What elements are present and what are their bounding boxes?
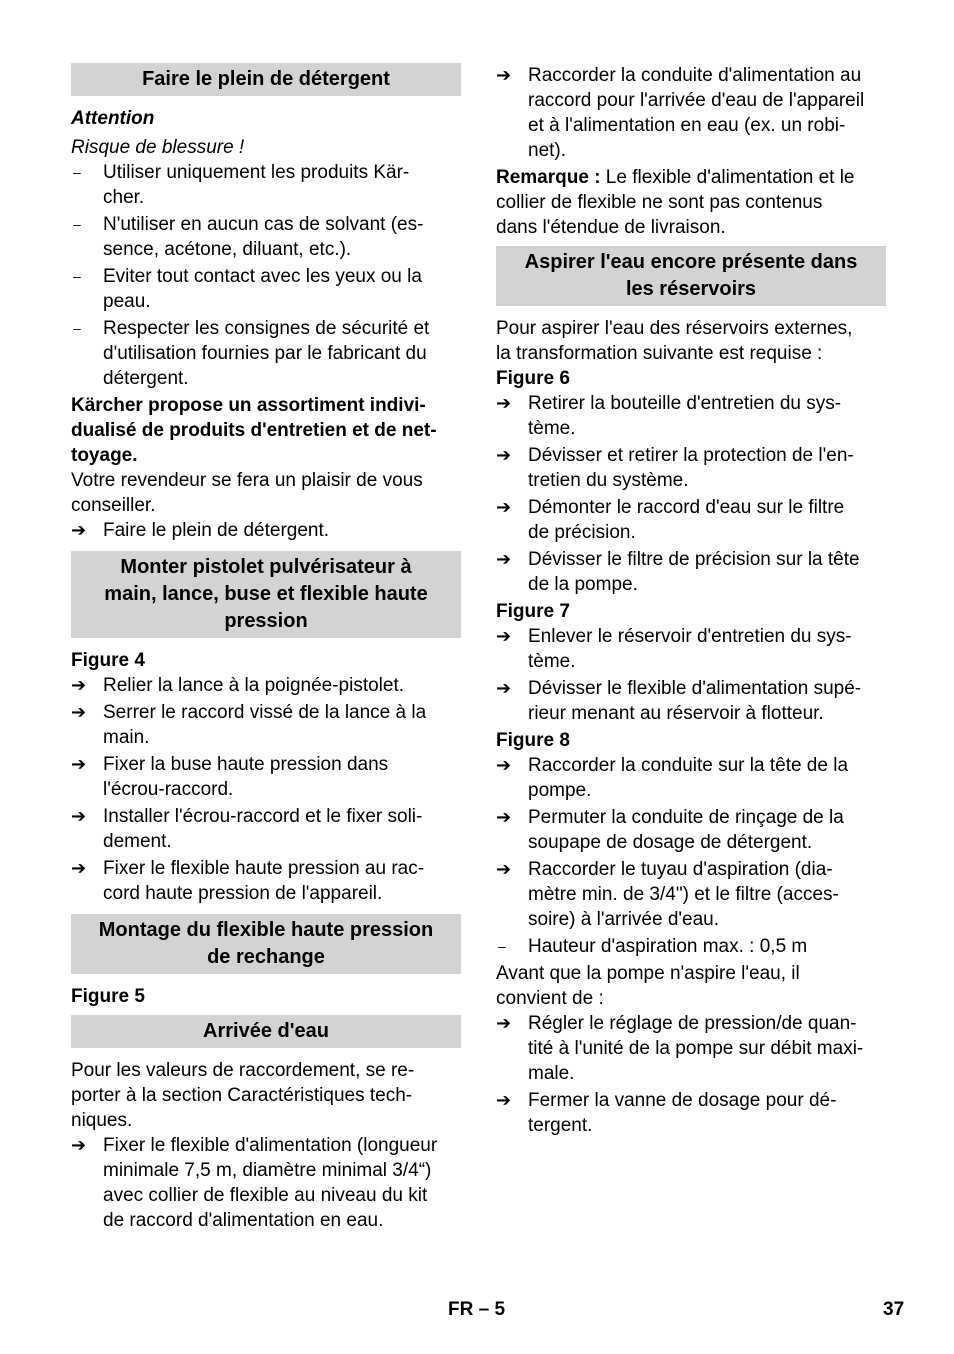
list-item: ➔ Démonter le raccord d'eau sur le filtre de précision. bbox=[496, 497, 845, 543]
arrow-right-icon: ➔ bbox=[496, 678, 512, 698]
karcher-note: Kärcher propose un assortiment indivi- dualisé de produits d'entretien et de net- toyage. bbox=[71, 395, 437, 466]
arrow-right-icon: ➔ bbox=[71, 702, 87, 722]
arrow-right-icon: ➔ bbox=[496, 807, 512, 827]
list-item: ➔ Faire le plein de détergent. bbox=[71, 520, 330, 541]
heading-water-supply: Arrivée d'eau bbox=[71, 1015, 461, 1048]
arrow-right-icon: ➔ bbox=[496, 393, 512, 413]
arrow-right-icon: ➔ bbox=[496, 445, 512, 465]
list-item: ➔ Raccorder le tuyau d'aspiration (dia- mètre min. de 3/4") et le filtre (acces- soire) à l'arrivée d'eau. bbox=[496, 859, 839, 930]
arrow-right-icon: ➔ bbox=[71, 675, 87, 695]
list-item: ➔ Installer l'écrou-raccord et le fixer soli- dement. bbox=[71, 806, 423, 852]
arrow-right-icon: ➔ bbox=[71, 754, 87, 774]
list-item: ➔ Permuter la conduite de rinçage de la soupape de dosage de détergent. bbox=[496, 807, 844, 853]
arrow-right-icon: ➔ bbox=[496, 549, 512, 569]
list-item: ➔ Raccorder la conduite d'alimentation au raccord pour l'arrivée d'eau de l'appareil et à l'alimentation en eau (ex. un robi- net). bbox=[496, 65, 865, 161]
arrow-right-icon: ➔ bbox=[71, 858, 87, 878]
right-column bbox=[496, 63, 886, 1140]
arrow-right-icon: ➔ bbox=[496, 755, 512, 775]
list-item: – Utiliser uniquement les produits Kär- cher. bbox=[73, 162, 410, 208]
risk-text: Risque de blessure ! bbox=[71, 137, 245, 158]
dash-icon: – bbox=[73, 320, 81, 336]
arrow-right-icon: ➔ bbox=[496, 626, 512, 646]
list-item: ➔ Retirer la bouteille d'entretien du sys- tème. bbox=[496, 393, 842, 439]
list-item: ➔ Dévisser le flexible d'alimentation supé- rieur menant au réservoir à flotteur. bbox=[496, 678, 862, 724]
list-item: ➔ Serrer le raccord vissé de la lance à la main. bbox=[71, 702, 427, 748]
heading-suction: Aspirer l'eau encore présente dans les réservoirs bbox=[496, 246, 886, 306]
list-item: ➔ Dévisser le filtre de précision sur la tête de la pompe. bbox=[496, 549, 860, 595]
list-item: ➔ Fermer la vanne de dosage pour dé- tergent. bbox=[496, 1090, 837, 1136]
figure-label: Figure 7 bbox=[496, 601, 570, 622]
arrow-right-icon: ➔ bbox=[496, 497, 512, 517]
remark-text: Le flexible d'alimentation et le collier de flexible ne sont pas contenus dans l'étendue de livraison. bbox=[496, 167, 855, 238]
figure-label: Figure 4 bbox=[71, 650, 145, 671]
arrow-right-icon: ➔ bbox=[496, 1090, 512, 1110]
list-item: ➔ Relier la lance à la poignée-pistolet. bbox=[71, 675, 405, 696]
list-item: ➔ Régler le réglage de pression/de quan- tité à l'unité de la pompe sur débit maxi- male. bbox=[496, 1013, 864, 1084]
list-item: – Respecter les consignes de sécurité et d'utilisation fournies par le fabricant du détergent. bbox=[73, 318, 430, 389]
arrow-right-icon: ➔ bbox=[496, 859, 512, 879]
before-text: Avant que la pompe n'aspire l'eau, il convient de : bbox=[496, 963, 800, 1009]
dash-icon: – bbox=[73, 268, 81, 284]
arrow-right-icon: ➔ bbox=[496, 65, 512, 85]
heading-assembly: Monter pistolet pulvérisateur à main, lance, buse et flexible haute pression bbox=[71, 551, 461, 638]
list-item: ➔ Raccorder la conduite sur la tête de la pompe. bbox=[496, 755, 849, 801]
page-number: 37 bbox=[883, 1299, 905, 1320]
footer-section: FR – 5 bbox=[448, 1299, 506, 1320]
list-item: ➔ Fixer le flexible d'alimentation (longueur minimale 7,5 m, diamètre minimal 3/4“) avec collier de flexible au niveau du kit de raccord d'alimentation en eau. bbox=[71, 1135, 438, 1231]
figure-label: Figure 8 bbox=[496, 730, 570, 751]
remark bbox=[496, 165, 886, 240]
arrow-right-icon: ➔ bbox=[496, 1013, 512, 1033]
connection-text: Pour les valeurs de raccordement, se re- porter à la section Caractéristiques tech- niques. bbox=[71, 1060, 415, 1131]
arrow-right-icon: ➔ bbox=[71, 520, 87, 540]
dash-icon: – bbox=[498, 938, 506, 954]
remark-label: Remarque : bbox=[496, 167, 601, 188]
list-item: – Eviter tout contact avec les yeux ou la peau. bbox=[73, 266, 422, 312]
list-item: ➔ Enlever le réservoir d'entretien du sys- tème. bbox=[496, 626, 852, 672]
dealer-text: Votre revendeur se fera un plaisir de vous conseiller. bbox=[71, 470, 423, 516]
list-item: – N'utiliser en aucun cas de solvant (es- sence, acétone, diluant, etc.). bbox=[73, 214, 424, 260]
figure-label: Figure 5 bbox=[71, 986, 145, 1007]
list-item: ➔ Fixer la buse haute pression dans l'écrou-raccord. bbox=[71, 754, 389, 800]
heading-replacement-hose: Montage du flexible haute pression de rechange bbox=[71, 914, 461, 974]
suction-intro: Pour aspirer l'eau des réservoirs externes, la transformation suivante est requise : bbox=[496, 318, 853, 364]
dash-icon: – bbox=[73, 216, 81, 232]
arrow-right-icon: ➔ bbox=[71, 806, 87, 826]
list-item: ➔ Fixer le flexible haute pression au rac- cord haute pression de l'appareil. bbox=[71, 858, 425, 904]
dash-icon: – bbox=[73, 164, 81, 180]
attention-label: Attention bbox=[71, 108, 155, 129]
arrow-right-icon: ➔ bbox=[71, 1135, 87, 1155]
figure-label: Figure 6 bbox=[496, 368, 570, 389]
heading-detergent: Faire le plein de détergent bbox=[71, 63, 461, 96]
list-item: – Hauteur d'aspiration max. : 0,5 m bbox=[498, 936, 808, 957]
left-column bbox=[71, 63, 461, 1235]
list-item: ➔ Dévisser et retirer la protection de l'en- tretien du système. bbox=[496, 445, 854, 491]
